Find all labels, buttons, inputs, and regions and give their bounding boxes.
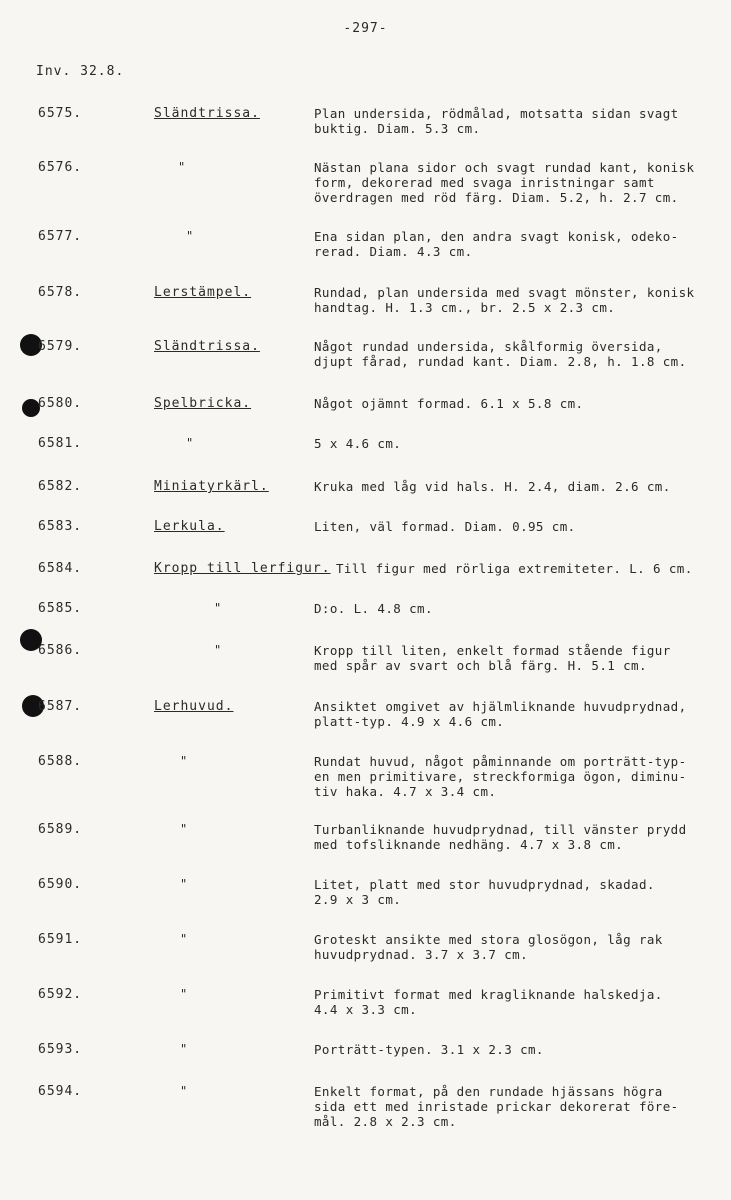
entry-description: Plan undersida, rödmålad, motsatta sidan svagt buktig. Diam. 5.3 cm. <box>314 106 679 136</box>
entry-number: 6577. <box>38 229 83 244</box>
page-number: -297- <box>343 21 388 36</box>
entry-number: 6587. <box>38 699 83 714</box>
entry-description: Groteskt ansikte med stora glosögon, låg rak huvudprydnad. 3.7 x 3.7 cm. <box>314 932 663 962</box>
entry-description: Kruka med låg vid hals. H. 2.4, diam. 2.6 cm. <box>314 479 671 494</box>
entry-description: Ansiktet omgivet av hjälmliknande huvudprydnad, platt-typ. 4.9 x 4.6 cm. <box>314 699 687 729</box>
entry-description: Något ojämnt formad. 6.1 x 5.8 cm. <box>314 396 584 411</box>
entry-name: Spelbricka. <box>154 396 252 411</box>
entry-description: Liten, väl formad. Diam. 0.95 cm. <box>314 519 576 534</box>
entry-description: Litet, platt med stor huvudprydnad, skadad. 2.9 x 3 cm. <box>314 877 655 907</box>
ditto-mark: " <box>180 1084 188 1098</box>
entry-number: 6579. <box>38 339 83 354</box>
entry-number: 6589. <box>38 822 83 837</box>
entry-name: Sländtrissa. <box>154 339 260 354</box>
entry-number: 6575. <box>38 106 83 121</box>
entry-number: 6582. <box>38 479 83 494</box>
entry-description: Kropp till liten, enkelt formad stående figur med spår av svart och blå färg. H. 5.1 cm. <box>314 643 671 673</box>
entry-name: Miniatyrkärl. <box>154 479 269 494</box>
ditto-mark: " <box>180 1042 188 1056</box>
entry-name: Sländtrissa. <box>154 106 260 121</box>
entry-description: Till figur med rörliga extremiteter. L. 6 cm. <box>336 561 693 576</box>
entry-number: 6591. <box>38 932 83 947</box>
entry-description: Enkelt format, på den rundade hjässans högra sida ett med inristade prickar dekorerat före- mål. 2.8 x 2.3 cm. <box>314 1084 679 1129</box>
entry-description: Primitivt format med kragliknande halskedja. 4.4 x 3.3 cm. <box>314 987 663 1017</box>
entry-description: Turbanliknande huvudprydnad, till vänster prydd med tofsliknande nedhäng. 4.7 x 3.8 cm. <box>314 822 687 852</box>
ditto-mark: " <box>186 229 194 243</box>
ditto-mark: " <box>214 601 222 615</box>
ditto-mark: " <box>180 822 188 836</box>
entry-description: Rundad, plan undersida med svagt mönster, konisk handtag. H. 1.3 cm., br. 2.5 x 2.3 cm. <box>314 285 695 315</box>
entry-name: Lerkula. <box>154 519 225 534</box>
entry-description: 5 x 4.6 cm. <box>314 436 402 451</box>
entry-number: 6576. <box>38 160 83 175</box>
inventory-heading: Inv. 32.8. <box>36 64 125 79</box>
entry-number: 6593. <box>38 1042 83 1057</box>
ditto-mark: " <box>186 436 194 450</box>
entry-description: Nästan plana sidor och svagt rundad kant, konisk form, dekorerad med svaga inristningar samt överdragen med röd färg. Diam. 5.2, h. 2.7 cm. <box>314 160 695 205</box>
entry-number: 6585. <box>38 601 83 616</box>
entry-description: Något rundad undersida, skålformig översida, djupt fårad, rundad kant. Diam. 2.8, h. 1.8 cm. <box>314 339 687 369</box>
entry-number: 6583. <box>38 519 83 534</box>
entry-description: Porträtt-typen. 3.1 x 2.3 cm. <box>314 1042 544 1057</box>
ditto-mark: " <box>180 877 188 891</box>
entry-name: Kropp till lerfigur. <box>154 561 331 576</box>
entry-description: Rundat huvud, något påminnande om porträtt-typ- en men primitivare, streckformiga ögon, diminu- tiv haka. 4.7 x 3.4 cm. <box>314 754 687 799</box>
entry-number: 6578. <box>38 285 83 300</box>
ditto-mark: " <box>214 643 222 657</box>
ditto-mark: " <box>180 932 188 946</box>
entry-name: Lerhuvud. <box>154 699 234 714</box>
entry-description: Ena sidan plan, den andra svagt konisk, odeko- rerad. Diam. 4.3 cm. <box>314 229 679 259</box>
ditto-mark: " <box>178 160 186 174</box>
entry-number: 6581. <box>38 436 83 451</box>
entry-name: Lerstämpel. <box>154 285 252 300</box>
ditto-mark: " <box>180 754 188 768</box>
entry-number: 6586. <box>38 643 83 658</box>
entry-number: 6590. <box>38 877 83 892</box>
entry-description: D:o. L. 4.8 cm. <box>314 601 433 616</box>
ditto-mark: " <box>180 987 188 1001</box>
entry-number: 6594. <box>38 1084 83 1099</box>
entry-number: 6588. <box>38 754 83 769</box>
entry-number: 6584. <box>38 561 83 576</box>
entry-number: 6580. <box>38 396 83 411</box>
entry-number: 6592. <box>38 987 83 1002</box>
